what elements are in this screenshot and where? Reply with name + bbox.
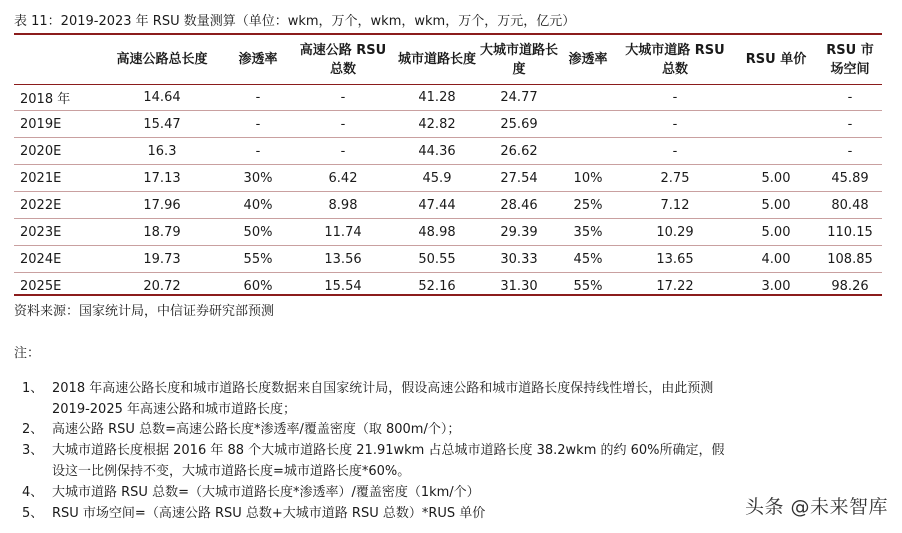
cell-highway-length: 14.64 bbox=[143, 89, 181, 105]
table-row bbox=[14, 219, 882, 246]
note-number: 3、 bbox=[22, 443, 44, 458]
notes-title: 注： bbox=[14, 346, 41, 361]
cell-year: 2021E bbox=[14, 165, 98, 192]
cell-city-penetration: 35% bbox=[560, 219, 616, 246]
watermark: 头条 @未来智库 bbox=[744, 496, 888, 518]
cell-highway-rsu-total: 15.54 bbox=[290, 273, 396, 300]
cell-city-road-length: 44.36 bbox=[396, 138, 478, 165]
cell-rsu-unit-price: 5.00 bbox=[734, 219, 818, 246]
cell-city-rsu-total: 7.12 bbox=[616, 192, 734, 219]
cell-city-rsu-total: 13.65 bbox=[616, 246, 734, 273]
cell-city-rsu-total: - bbox=[616, 138, 734, 165]
cell-highway-rsu-total: - bbox=[340, 89, 346, 105]
cell-large-city-road-length: 27.54 bbox=[478, 165, 560, 192]
cell-large-city-road-length: 31.30 bbox=[478, 273, 560, 300]
cell-highway-penetration: - bbox=[226, 138, 290, 165]
table-row bbox=[14, 84, 882, 111]
note-number: 1、 bbox=[22, 381, 44, 396]
cell-city-penetration: 45% bbox=[560, 246, 616, 273]
cell-large-city-road-length: 24.77 bbox=[500, 89, 538, 105]
cell-city-rsu-total: - bbox=[616, 111, 734, 138]
cell-year: 2019E bbox=[14, 111, 98, 138]
table-row bbox=[14, 138, 882, 165]
cell-highway-length: 18.79 bbox=[98, 219, 226, 246]
cell-highway-penetration: 60% bbox=[226, 273, 290, 300]
cell-city-penetration: 55% bbox=[560, 273, 616, 300]
cell-highway-rsu-total: 11.74 bbox=[290, 219, 396, 246]
cell-large-city-road-length: 29.39 bbox=[478, 219, 560, 246]
cell-highway-length: 19.73 bbox=[98, 246, 226, 273]
cell-rsu-market-size: - bbox=[818, 111, 882, 138]
cell-city-road-length: 42.82 bbox=[396, 111, 478, 138]
cell-rsu-unit-price: 5.00 bbox=[734, 192, 818, 219]
rsu-estimate-table bbox=[14, 35, 882, 299]
note-number: 2、 bbox=[22, 422, 44, 437]
cell-city-rsu-total: 10.29 bbox=[616, 219, 734, 246]
cell-highway-length: 20.72 bbox=[98, 273, 226, 300]
table-row bbox=[14, 192, 882, 219]
cell-highway-rsu-total: 13.56 bbox=[290, 246, 396, 273]
cell-year: 2023E bbox=[14, 219, 98, 246]
cell-highway-length: 15.47 bbox=[98, 111, 226, 138]
header-cell-highway-penetration: 渗透率 bbox=[238, 52, 278, 67]
cell-year: 2018 年 bbox=[20, 91, 71, 107]
table-body bbox=[14, 84, 882, 299]
cell-highway-rsu-total: - bbox=[290, 138, 396, 165]
header-cell-year bbox=[14, 35, 98, 84]
cell-highway-length: 16.3 bbox=[98, 138, 226, 165]
header-cell-highway-rsu-total: 高速公路 RSU 总数 bbox=[299, 42, 387, 77]
note-text: 大城市道路 RSU 总数=（大城市道路长度*渗透率）/覆盖密度（1km/个） bbox=[52, 485, 480, 500]
cell-rsu-unit-price bbox=[734, 111, 818, 138]
cell-city-rsu-total: - bbox=[672, 89, 678, 105]
cell-large-city-road-length: 26.62 bbox=[478, 138, 560, 165]
cell-year: 2024E bbox=[14, 246, 98, 273]
table-caption: 表 11：2019-2023 年 RSU 数量测算（单位：wkm，万个，wkm，wkm，万个，万元，亿元） bbox=[14, 14, 576, 29]
table-row bbox=[14, 165, 882, 192]
note-text: 高速公路 RSU 总数=高速公路长度*渗透率/覆盖密度（取 800m/个）； bbox=[52, 422, 461, 437]
header-cell-rsu-market-size: RSU 市场空间 bbox=[826, 42, 874, 77]
cell-city-road-length: 52.16 bbox=[396, 273, 478, 300]
cell-rsu-market-size: - bbox=[818, 138, 882, 165]
cell-year: 2020E bbox=[14, 138, 98, 165]
cell-highway-rsu-total: - bbox=[290, 111, 396, 138]
note-number: 4、 bbox=[22, 485, 44, 500]
cell-rsu-market-size: 98.26 bbox=[818, 273, 882, 300]
cell-rsu-unit-price: 5.00 bbox=[734, 165, 818, 192]
cell-rsu-market-size: - bbox=[847, 89, 853, 105]
cell-city-penetration bbox=[560, 138, 616, 165]
header-cell-large-city-road-length: 大城市道路长度 bbox=[480, 42, 559, 77]
source-note: 资料来源：国家统计局，中信证券研究部预测 bbox=[14, 304, 275, 319]
cell-city-rsu-total: 17.22 bbox=[616, 273, 734, 300]
cell-city-road-length: 45.9 bbox=[396, 165, 478, 192]
cell-city-penetration bbox=[560, 111, 616, 138]
cell-rsu-unit-price bbox=[734, 138, 818, 165]
cell-year: 2025E bbox=[14, 273, 98, 300]
cell-city-penetration: 25% bbox=[560, 192, 616, 219]
cell-rsu-market-size: 110.15 bbox=[818, 219, 882, 246]
cell-rsu-unit-price bbox=[734, 84, 818, 111]
cell-highway-length: 17.13 bbox=[98, 165, 226, 192]
cell-rsu-market-size: 80.48 bbox=[818, 192, 882, 219]
cell-large-city-road-length: 30.33 bbox=[478, 246, 560, 273]
cell-rsu-market-size: 45.89 bbox=[818, 165, 882, 192]
table-header-row bbox=[14, 35, 882, 84]
cell-rsu-unit-price: 4.00 bbox=[734, 246, 818, 273]
cell-highway-penetration: 30% bbox=[226, 165, 290, 192]
cell-highway-penetration: 40% bbox=[226, 192, 290, 219]
table-row bbox=[14, 111, 882, 138]
note-text: 大城市道路长度根据 2016 年 88 个大城市道路长度 21.91wkm 占总城市道路长度 38.2wkm 的约 60%所确定，假设这一比例保持不变，大城市道路长度=城市道路长度*60%。 bbox=[52, 443, 725, 479]
cell-rsu-market-size: 108.85 bbox=[818, 246, 882, 273]
cell-city-road-length: 50.55 bbox=[396, 246, 478, 273]
cell-large-city-road-length: 25.69 bbox=[478, 111, 560, 138]
cell-highway-penetration: - bbox=[255, 89, 261, 105]
cell-city-road-length: 48.98 bbox=[396, 219, 478, 246]
header-cell-city-rsu-total: 大城市道路 RSU 总数 bbox=[625, 42, 725, 77]
cell-city-rsu-total: 2.75 bbox=[616, 165, 734, 192]
header-cell-city-road-length: 城市道路长度 bbox=[398, 52, 477, 67]
note-text: 2018 年高速公路长度和城市道路长度数据来自国家统计局，假设高速公路和城市道路长度保持线性增长，由此预测 2019-2025 年高速公路和城市道路长度； bbox=[52, 381, 714, 417]
cell-highway-rsu-total: 6.42 bbox=[290, 165, 396, 192]
cell-city-penetration bbox=[560, 84, 616, 111]
cell-city-penetration: 10% bbox=[560, 165, 616, 192]
header-cell-city-penetration: 渗透率 bbox=[568, 52, 608, 67]
cell-year: 2022E bbox=[14, 192, 98, 219]
table-row bbox=[14, 246, 882, 273]
header-cell-rsu-unit-price: RSU 单价 bbox=[745, 52, 807, 67]
note-number: 5、 bbox=[22, 506, 44, 521]
cell-large-city-road-length: 28.46 bbox=[478, 192, 560, 219]
table-bottom-rule bbox=[14, 294, 882, 296]
cell-highway-length: 17.96 bbox=[98, 192, 226, 219]
cell-rsu-unit-price: 3.00 bbox=[734, 273, 818, 300]
cell-city-road-length: 47.44 bbox=[396, 192, 478, 219]
cell-city-road-length: 41.28 bbox=[418, 89, 456, 105]
note-text: RSU 市场空间=（高速公路 RSU 总数+大城市道路 RSU 总数）*RUS 单价 bbox=[52, 506, 486, 521]
cell-highway-penetration: 50% bbox=[226, 219, 290, 246]
cell-highway-penetration: - bbox=[226, 111, 290, 138]
header-cell-highway-length: 高速公路总长度 bbox=[116, 52, 208, 67]
cell-highway-rsu-total: 8.98 bbox=[290, 192, 396, 219]
cell-highway-penetration: 55% bbox=[226, 246, 290, 273]
